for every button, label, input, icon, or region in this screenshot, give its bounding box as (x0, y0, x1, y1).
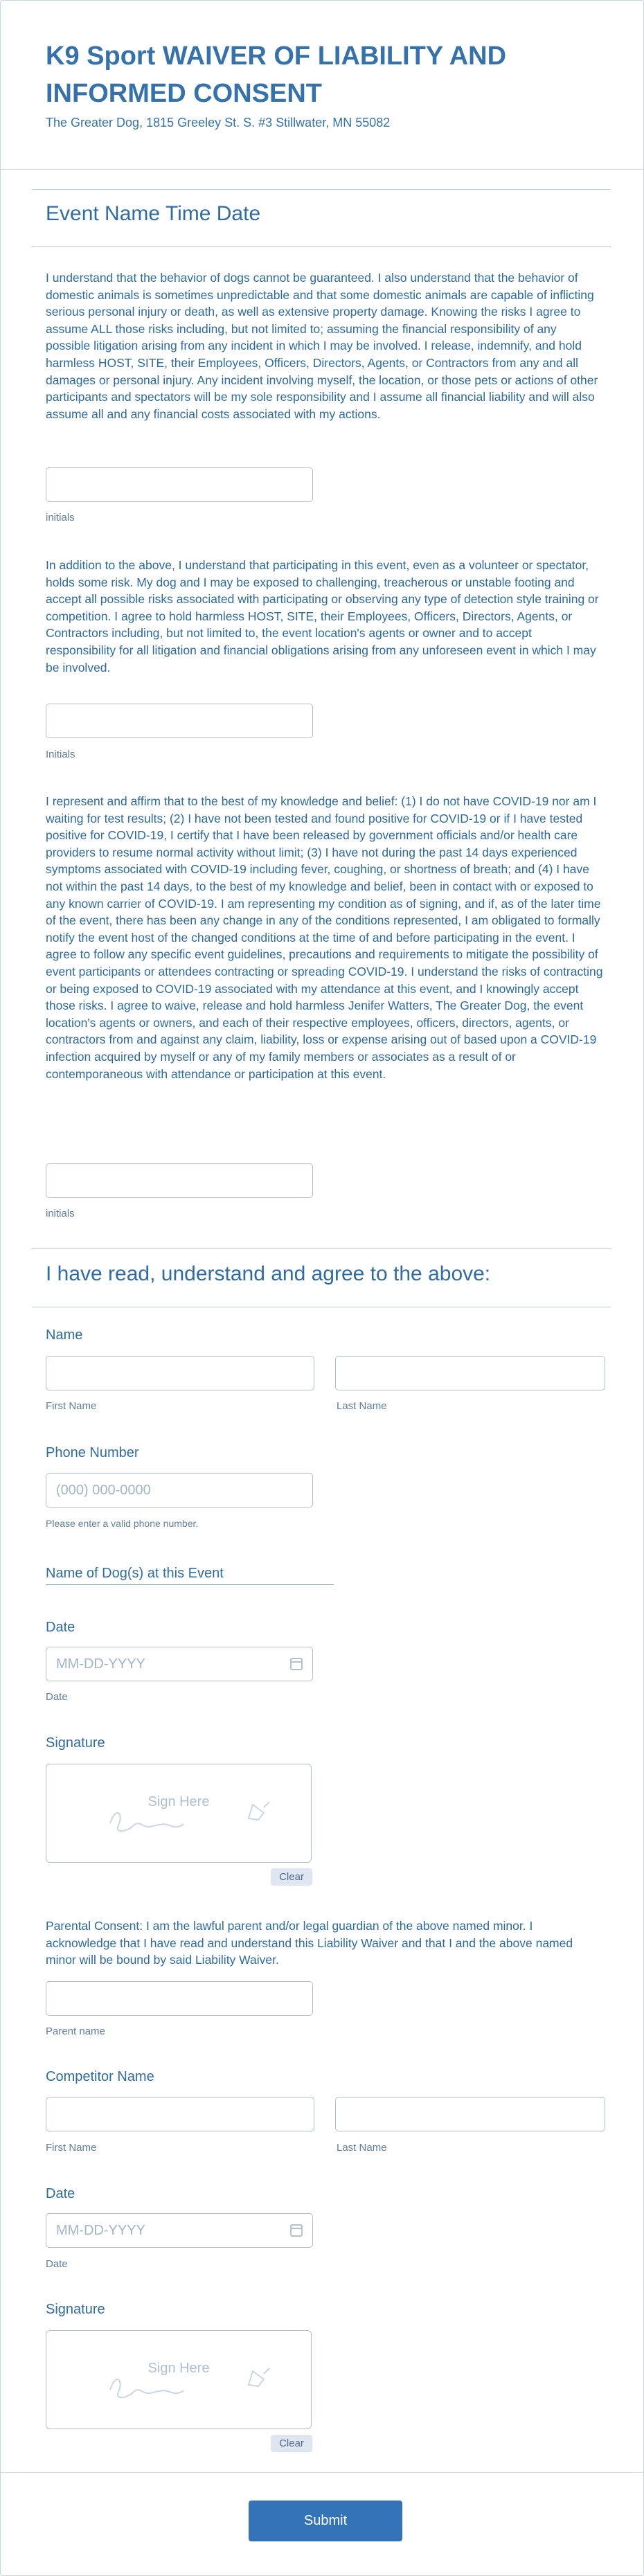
dog-name-field[interactable]: Name of Dog(s) at this Event (46, 1566, 334, 1585)
date-sublabel: Date (46, 1691, 68, 1703)
section-divider-top (32, 189, 611, 190)
section2-divider-top (32, 1248, 611, 1249)
phone-placeholder: (000) 000-0000 (56, 1482, 151, 1498)
submit-divider (1, 2472, 643, 2473)
signature-label: Signature (46, 1735, 105, 1751)
competitor-first-name-sublabel: First Name (46, 2142, 97, 2154)
covid-paragraph: I represent and affirm that to the best of my knowledge and belief: (1) I do not have COVID-19 nor am I waiting for test results; (2) I have not been tested and found positive for COVID-19 or if I have tested positive for COVID-19, I certify that I have been released by government officials and/or health care providers to resume normal activity without limit; (3) I have not during the past 14 days experienced symptoms associated with COVID-19 including fever, coughing, or shortness of breath; and (4) I have not within the past 14 days, to the best of my knowledge and belief, been in contact with or exposed to any known carrier of COVID-19. I am representing my condition as of signing, and if, as of the later time of the event, there has been any change in any of the conditions represented, I am obligated to formally notify the event host of the changed conditions at the time of and before participating in the event. I agree to follow any specific event guidelines, precautions and requirements to mitigate the possibility of event participants or attendees contracting or spreading COVID-19. I understand the risks of contracting or being exposed to COVID-19 associated with my attendance at this event, and I knowingly accept those risks. I agree to waive, release and hold harmless Jenifer Watters, The Greater Dog, the event location's agents or owners, and each of their respective employees, officers, directors, agents, or contractors from and against any claim, liability, loss or expense arising out of based upon a COVID-19 infection acquired by myself or any of my family members or associates as a result of or contemporaneous with attendance or participation at this event. (46, 794, 603, 1081)
form-address: The Greater Dog, 1815 Greeley St. S. #3 Stillwater, MN 55082 (46, 116, 391, 129)
submit-button[interactable]: Submit (249, 2501, 402, 2541)
date-label: Date (46, 1620, 75, 1635)
competitor-last-name-input[interactable] (335, 2097, 605, 2131)
parent-name-input[interactable] (46, 1981, 313, 2016)
date2-label: Date (46, 2186, 75, 2201)
sign-here-text: Sign Here (147, 1794, 210, 1809)
phone-input[interactable] (46, 1473, 313, 1508)
phone-hint: Please enter a valid phone number. (46, 1518, 199, 1529)
header-divider (1, 169, 643, 170)
initials-label-1: initials (46, 512, 75, 524)
waiver-paragraph-2: In addition to the above, I understand that participating in this event, even as a volunteer or spectator, holds some risk. My dog and I may be exposed to challenging, treacherous or unstable footing and accept all possible risks associated with participating or observing any type of detection style training or competition. I agree to hold harmless HOST, SITE, their Employees, Officers, Directors, Agents, or Contractors including, but not limited to, the event location's agents or owner and to accept responsibility for all litigation and financial obligations arising from any unforeseen event in which I may be involved. (46, 558, 599, 674)
form-title: K9 Sport WAIVER OF LIABILITY AND INFORMED CONSENT (46, 42, 507, 108)
phone-label: Phone Number (46, 1445, 139, 1460)
sign-here-text-2: Sign Here (147, 2361, 210, 2376)
date2-sublabel: Date (46, 2258, 68, 2270)
section-heading-event: Event Name Time Date (46, 202, 261, 225)
initials-label-2: Initials (46, 749, 75, 760)
parental-consent-text: Parental Consent: I am the lawful parent and/or legal guardian of the above named minor. I acknowledge that I have read and understand this Liability Waiver and that I and the above named minor will be bound by said Liability Waiver. (46, 1919, 573, 1967)
signature-pen-icon (46, 2331, 312, 2430)
date2-input[interactable] (46, 2213, 313, 2248)
section-heading-agree: I have read, understand and agree to the above: (46, 1262, 491, 1285)
date-placeholder: MM-DD-YYYY (56, 1656, 145, 1672)
clear-signature-button-2[interactable]: Clear (271, 2435, 312, 2452)
initials-input-2[interactable] (46, 704, 313, 738)
calendar-icon[interactable] (290, 1658, 303, 1670)
competitor-last-name-sublabel: Last Name (337, 2142, 387, 2154)
initials-label-3: initials (46, 1208, 75, 1219)
calendar-icon[interactable] (290, 2224, 303, 2237)
section-divider-bottom (32, 246, 611, 247)
first-name-input[interactable] (46, 1356, 314, 1390)
last-name-input[interactable] (335, 1356, 605, 1390)
name-label: Name (46, 1327, 83, 1343)
signature-pen-icon (46, 1764, 312, 1863)
signature-pad[interactable] (46, 1764, 312, 1863)
date-input[interactable] (46, 1647, 313, 1681)
competitor-label: Competitor Name (46, 2069, 154, 2084)
clear-signature-button[interactable]: Clear (271, 1868, 312, 1886)
competitor-first-name-input[interactable] (46, 2097, 314, 2131)
signature-pad-2[interactable] (46, 2330, 312, 2429)
last-name-sublabel: Last Name (337, 1400, 387, 1412)
waiver-paragraph-1: I understand that the behavior of dogs cannot be guaranteed. I also understand that the behavior of domestic animals is sometimes unpredictable and that some domestic animals are capable of inflicting serious personal injury or death, as well as extensive property damage. Knowing the risks I agree to assume ALL those risks including, but not limited to; assuming the financial responsibility of any possible litigation arising from any incident in which I may be involved. I release, indemnify, and hold harmless HOST, SITE, their Employees, Officers, Directors, Agents, or Contractors from any and all damages or personal injury. Any incident involving myself, the location, or those pets or actions of other participants and spectators will be my sole responsibility and I assume all financial liability and will also assume all and any financial costs associated with my actions. (46, 271, 598, 421)
first-name-sublabel: First Name (46, 1400, 97, 1412)
signature2-label: Signature (46, 2302, 105, 2317)
parent-name-sublabel: Parent name (46, 2025, 105, 2037)
initials-input-3[interactable] (46, 1163, 313, 1198)
initials-input-1[interactable] (46, 467, 313, 502)
date2-placeholder: MM-DD-YYYY (56, 2222, 145, 2238)
